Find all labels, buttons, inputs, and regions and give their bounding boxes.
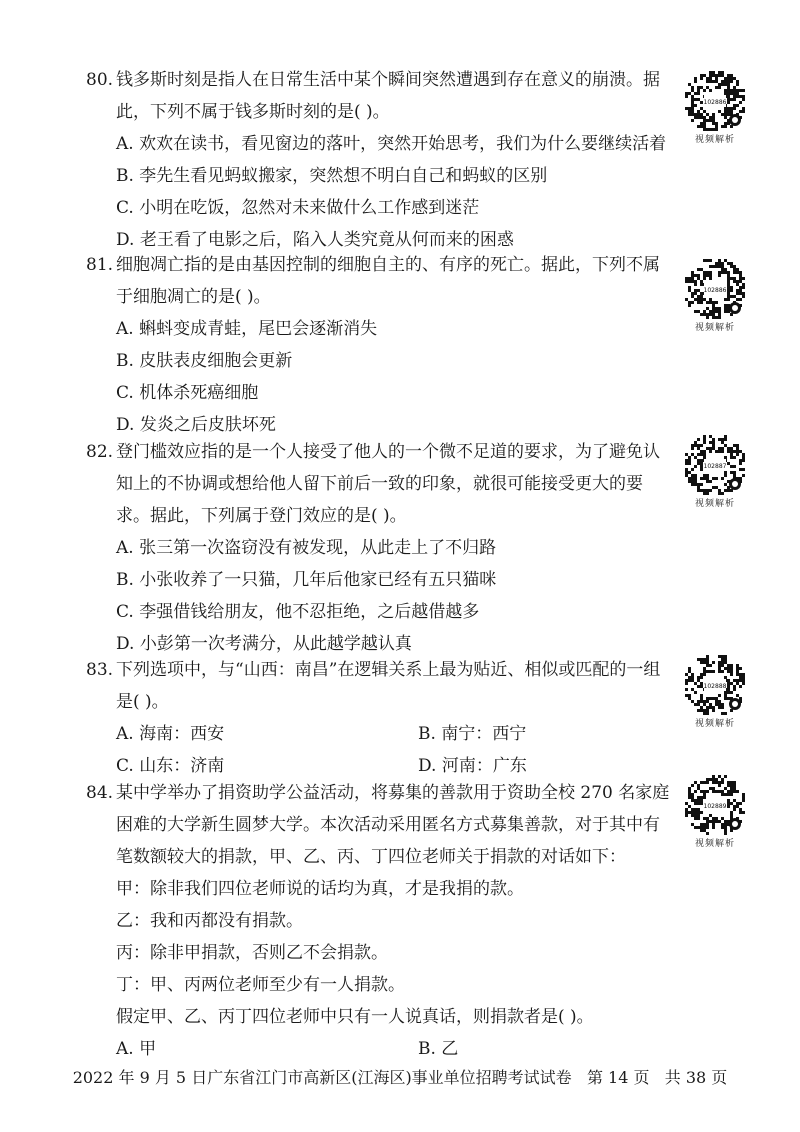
- option-c: C. 李强借钱给朋友，他不忍拒绝，之后越借越多: [116, 602, 480, 622]
- option-a: A. 甲: [116, 1039, 157, 1059]
- option-a: A. 海南：西安: [116, 724, 225, 744]
- option-c: C. 小明在吃饭，忽然对未来做什么工作感到迷茫: [116, 198, 480, 218]
- svg-text:102886: 102886: [703, 99, 727, 106]
- option-b: B. 乙: [418, 1039, 459, 1059]
- option-a: A. 蝌蚪变成青蛙，尾巴会逐渐消失: [116, 319, 378, 339]
- question-83: [86, 654, 670, 782]
- svg-text:102886: 102886: [703, 287, 727, 294]
- question-number: 82.: [86, 442, 114, 462]
- qr-code-icon: [682, 772, 748, 838]
- video-analysis-qr[interactable]: [680, 772, 750, 850]
- qr-code-icon: [682, 256, 748, 322]
- footer-page-number: 第 14 页: [586, 1068, 650, 1087]
- option-b: B. 李先生看见蚂蚁搬家，突然想不明白自己和蚂蚁的区别: [116, 166, 548, 186]
- question-stem: 钱多斯时刻是指人在日常生活中某个瞬间突然遭遇到存在意义的崩溃。据此，下列不属于钱多斯时刻的是( )。: [116, 70, 660, 122]
- qr-code-icon: [682, 432, 748, 498]
- svg-text:102887: 102887: [703, 463, 727, 470]
- question-number: 81.: [86, 255, 114, 275]
- video-analysis-qr[interactable]: [680, 652, 750, 730]
- question-number: 80.: [86, 70, 114, 90]
- option-d: D. 老王看了电影之后，陷入人类究竟从何而来的困惑: [116, 230, 514, 250]
- option-b: B. 皮肤表皮细胞会更新: [116, 351, 293, 371]
- option-c: C. 山东：济南: [116, 756, 225, 776]
- question-stem: 下列选项中，与“山西：南昌”在逻辑关系上最为贴近、相似或匹配的一组是( )。: [116, 660, 661, 712]
- question-81: [86, 249, 670, 441]
- qr-label: 视频解析: [694, 839, 735, 849]
- question-stem: 细胞凋亡指的是由基因控制的细胞自主的、有序的死亡。据此，下列不属于细胞凋亡的是( )。: [116, 255, 660, 307]
- statement-bing: 丙：除非甲捐款，否则乙不会捐款。: [116, 943, 388, 963]
- option-a: A. 欢欢在读书，看见窗边的落叶，突然开始思考，我们为什么要继续活着: [116, 134, 667, 154]
- question-number: 84.: [86, 783, 114, 803]
- video-analysis-qr[interactable]: [680, 256, 750, 334]
- statement-ding: 丁：甲、丙两位老师至少有一人捐款。: [116, 975, 405, 995]
- question-84: [86, 777, 670, 1065]
- option-b: B. 小张收养了一只猫，几年后他家已经有五只猫咪: [116, 570, 497, 590]
- video-analysis-qr[interactable]: [680, 432, 750, 510]
- option-d: D. 发炎之后皮肤坏死: [116, 415, 276, 435]
- footer-source: 2022 年 9 月 5 日广东省江门市高新区(江海区)事业单位招聘考试试卷: [72, 1068, 572, 1087]
- svg-text:102889: 102889: [703, 803, 727, 810]
- question-82: [86, 436, 670, 660]
- statement-jia: 甲：除非我们四位老师说的话均为真，才是我捐的款。: [116, 879, 524, 899]
- question-number: 83.: [86, 660, 114, 680]
- qr-label: 视频解析: [694, 135, 735, 145]
- option-c: C. 机体杀死癌细胞: [116, 383, 259, 403]
- qr-label: 视频解析: [694, 499, 735, 509]
- statement-yi: 乙：我和丙都没有捐款。: [116, 911, 303, 931]
- option-b: B. 南宁：西宁: [418, 724, 527, 744]
- page-footer: [0, 1066, 800, 1090]
- video-analysis-qr[interactable]: [680, 68, 750, 146]
- qr-code-icon: [682, 68, 748, 134]
- qr-label: 视频解析: [694, 719, 735, 729]
- question-80: [86, 64, 670, 256]
- qr-code-icon: [682, 652, 748, 718]
- option-d: D. 小彭第一次考满分，从此越学越认真: [116, 634, 412, 654]
- option-a: A. 张三第一次盗窃没有被发现，从此走上了不归路: [116, 538, 497, 558]
- question-prompt: 假定甲、乙、丙丁四位老师中只有一人说真话，则捐款者是( )。: [116, 1007, 594, 1027]
- option-d: D. 河南：广东: [418, 756, 527, 776]
- question-stem: 登门槛效应指的是一个人接受了他人的一个微不足道的要求，为了避免认知上的不协调或想给他人留下前后一致的印象，就很可能接受更大的要求。据此，下列属于登门效应的是( )。: [116, 442, 660, 526]
- footer-total-pages: 共 38 页: [664, 1068, 728, 1087]
- question-stem: 某中学举办了捐资助学公益活动，将募集的善款用于资助全校 270 名家庭困难的大学新生圆梦大学。本次活动采用匿名方式募集善款，对于其中有笔数额较大的捐款，甲、乙、丙、丁四位老师关于捐款的对话如下：: [116, 783, 670, 867]
- svg-text:102888: 102888: [703, 683, 727, 690]
- qr-label: 视频解析: [694, 323, 735, 333]
